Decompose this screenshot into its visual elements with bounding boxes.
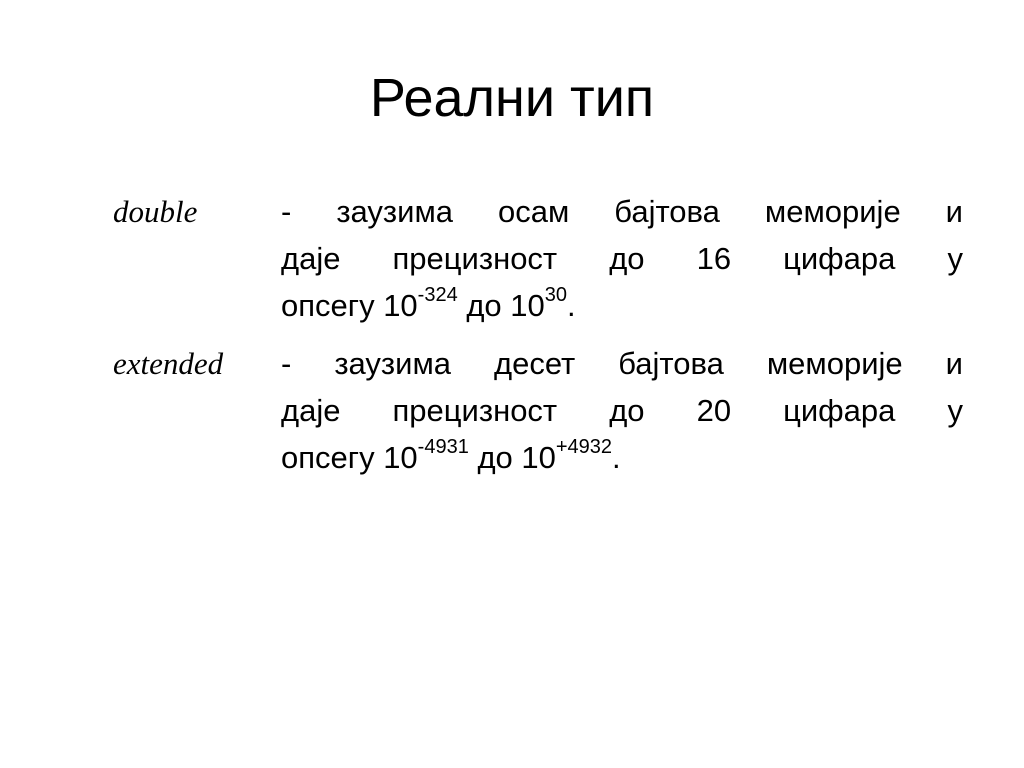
definition-extended	[281, 340, 963, 481]
word: даје	[281, 393, 341, 428]
exponent-max: 30	[544, 283, 567, 306]
exponent-max: +4932	[555, 435, 613, 458]
word: цифара	[783, 393, 896, 428]
word: и	[945, 346, 963, 381]
definition-line	[281, 235, 963, 282]
word: прецизност	[392, 393, 558, 428]
term-extended: extended	[113, 346, 224, 381]
definition-line	[281, 387, 963, 434]
range-text: до 10	[468, 440, 556, 475]
word: цифара	[783, 241, 896, 276]
word: даје	[281, 241, 341, 276]
range-text: .	[612, 440, 621, 475]
definition-line	[281, 340, 963, 387]
word: 16	[696, 241, 732, 276]
definition-range-line	[281, 282, 963, 329]
word: у	[947, 393, 963, 428]
definition-double	[281, 188, 963, 329]
word: -	[281, 194, 292, 229]
word: меморије	[766, 346, 903, 381]
word: до	[609, 241, 645, 276]
word: десет	[494, 346, 576, 381]
word: бајтова	[618, 346, 724, 381]
range-text: .	[567, 288, 576, 323]
definition-range-line	[281, 434, 963, 481]
word: заузима	[336, 194, 454, 229]
word: 20	[696, 393, 732, 428]
range-text: до 10	[457, 288, 545, 323]
word: -	[281, 346, 292, 381]
word: у	[947, 241, 963, 276]
word: и	[945, 194, 963, 229]
term-double: double	[113, 194, 198, 229]
word: осам	[498, 194, 570, 229]
word: бајтова	[614, 194, 720, 229]
definition-line	[281, 188, 963, 235]
word: заузима	[334, 346, 452, 381]
word: до	[609, 393, 645, 428]
word: прецизност	[392, 241, 558, 276]
exponent-min: -4931	[417, 435, 469, 458]
exponent-min: -324	[417, 283, 458, 306]
range-text: опсегу 10	[281, 288, 418, 323]
word: меморије	[764, 194, 901, 229]
range-text: опсегу 10	[281, 440, 418, 475]
slide-title: Реални тип	[369, 68, 655, 128]
